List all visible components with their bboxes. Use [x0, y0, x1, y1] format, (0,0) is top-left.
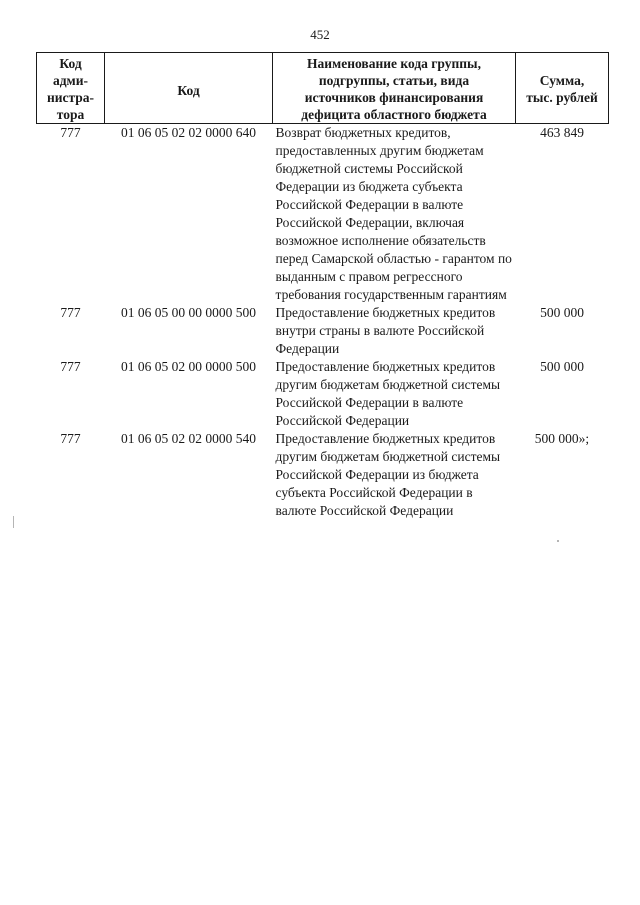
header-admin-code: Код адми- нистра- тора [37, 53, 105, 124]
sum-cell: 500 000»; [534, 431, 590, 446]
admin-code-cell: 777 [60, 359, 81, 374]
budget-code-cell: 01 06 05 02 00 0000 500 [121, 359, 256, 374]
table-row [37, 304, 609, 358]
budget-sources-table [36, 52, 609, 520]
page-number: 452 [310, 27, 330, 42]
budget-code-cell: 01 06 05 02 02 0000 640 [121, 125, 256, 140]
code-name-cell: Предоставление бюджетных кредитов другим бюджетам бюджетной системы Российской Федерации в валюте Российской Федерации [275, 359, 501, 428]
admin-code-cell: 777 [60, 431, 81, 446]
table-row [37, 124, 609, 305]
header-code: Код [105, 53, 273, 124]
table-header [37, 53, 609, 124]
table-row [37, 358, 609, 430]
scan-mark [557, 540, 559, 542]
header-sum: Сумма, тыс. рублей [516, 53, 609, 124]
header-name: Наименование кода группы, подгруппы, статьи, вида источников финансирования дефицита областного бюджета [273, 53, 516, 124]
budget-code-cell: 01 06 05 02 02 0000 540 [121, 431, 256, 446]
admin-code-cell: 777 [60, 125, 81, 140]
scan-mark [13, 516, 14, 528]
table-row [37, 430, 609, 520]
budget-code-cell: 01 06 05 00 00 0000 500 [121, 305, 256, 320]
code-name-cell: Возврат бюджетных кредитов, предоставленных другим бюджетам бюджетной системы Российской Федерации из бюджета субъекта Российской Федерации в валюте Российской Федерации, включая возможное исполнение обязательств перед Самарской областью - гарантом по выданным с правом регрессного требования государственным гарантиям [275, 125, 512, 302]
sum-cell: 500 000 [540, 359, 584, 374]
sum-cell: 500 000 [540, 305, 584, 320]
code-name-cell: Предоставление бюджетных кредитов другим бюджетам бюджетной системы Российской Федерации из бюджета субъекта Российской Федерации в валюте Российской Федерации [275, 431, 501, 518]
admin-code-cell: 777 [60, 305, 81, 320]
code-name-cell: Предоставление бюджетных кредитов внутри страны в валюте Российской Федерации [275, 305, 496, 356]
sum-cell: 463 849 [540, 125, 584, 140]
header-row [37, 53, 609, 124]
